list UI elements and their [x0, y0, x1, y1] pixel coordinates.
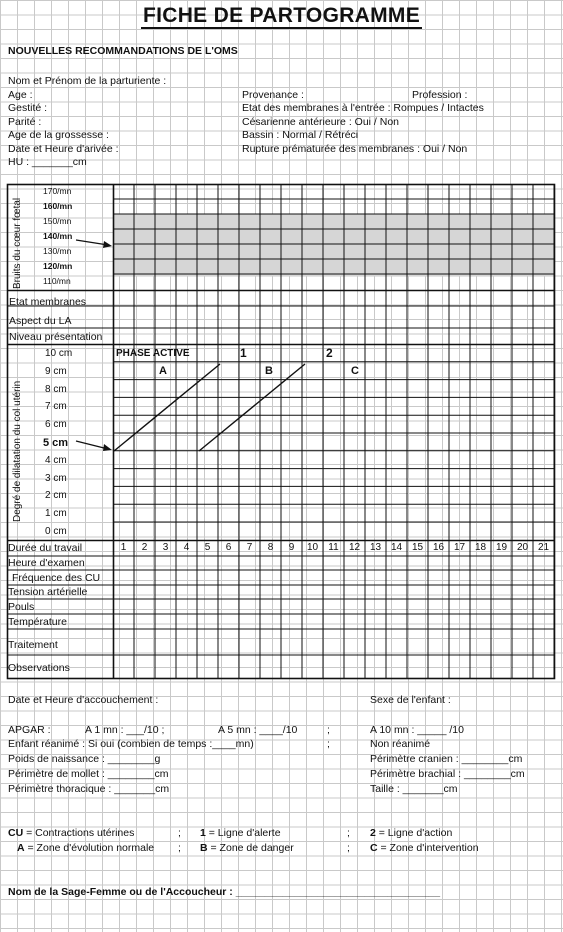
field-arrival: Date et Heure d'arivée : — [8, 143, 119, 155]
legend-cu: CU = Contractions utérines — [8, 827, 135, 839]
zone-c-marker: C — [351, 365, 359, 377]
not-resuscitated: Non réanimé — [370, 738, 431, 750]
row-temperature: Température — [8, 616, 67, 628]
hour-label: 19 — [495, 542, 508, 553]
hour-label: 5 — [204, 542, 211, 553]
legend-b: B = Zone de danger — [200, 842, 294, 854]
field-profession: Profession : — [412, 89, 468, 101]
chest-circumference: Périmètre thoracique : _______cm — [8, 783, 170, 795]
hour-label: 11 — [328, 542, 339, 553]
midwife-name: Nom de la Sage-Femme ou de l'Accoucheur : ___________________________________ — [8, 886, 441, 898]
separator: ; — [347, 842, 350, 854]
hour-label: 21 — [537, 542, 550, 553]
row-membranes: Etat membranes — [9, 296, 87, 308]
row-aspect-la: Aspect du LA — [9, 315, 72, 327]
height: Taille : _______cm — [370, 783, 458, 795]
legend-1: 1 = Ligne d'alerte — [200, 827, 281, 839]
subtitle: NOUVELLES RECOMMANDATIONS DE L'OMS — [8, 45, 238, 57]
separator: ; — [178, 842, 181, 854]
hour-label: 14 — [390, 542, 403, 553]
hour-label: 15 — [411, 542, 424, 553]
fhr-tick-label: 150/mn — [43, 216, 72, 226]
separator: ; — [347, 827, 350, 839]
field-membranes: Etat des membranes à l'entrée : Rompues / Intactes — [242, 102, 484, 114]
hour-label: 9 — [288, 542, 295, 553]
dilation-tick-label: 6 cm — [45, 419, 67, 431]
field-pelvis: Bassin : Normal / Rétréci — [242, 129, 359, 141]
hour-label: 20 — [516, 542, 529, 553]
head-circumference: Périmètre cranien : ________cm — [370, 753, 523, 765]
fhr-tick-label: 110/mn — [43, 276, 71, 286]
fhr-tick-label: 170/mn — [43, 186, 72, 196]
dilation-tick-label: 2 cm — [45, 490, 67, 502]
legend-c: C = Zone d'intervention — [370, 842, 479, 854]
fhr-tick-label: 120/mn — [43, 261, 73, 271]
fhr-tick-label: 160/mn — [43, 201, 73, 211]
phase-active-label: PHASE ACTIVE — [116, 348, 190, 359]
zone-b-marker: B — [265, 365, 273, 377]
row-contractions: Fréquence des CU — [12, 572, 101, 584]
hour-label: 4 — [183, 542, 190, 553]
child-sex: Sexe de l'enfant : — [370, 694, 451, 706]
dilation-axis-label: Degré de dilatation du col utérin — [12, 380, 23, 522]
row-exam-time: Heure d'examen — [8, 557, 85, 569]
arm-circumference: Périmètre brachial : ________cm — [370, 768, 525, 780]
separator: ; — [327, 738, 330, 750]
dilation-tick-label: 4 cm — [45, 454, 67, 466]
dilation-tick-label: 0 cm — [45, 526, 67, 537]
hour-label: 10 — [306, 542, 319, 553]
zone-a-marker: A — [159, 365, 167, 377]
row-observations: Observations — [8, 662, 70, 674]
separator: ; — [327, 724, 330, 736]
field-premature-rupture: Rupture prématurée des membranes : Oui / Non — [242, 143, 468, 155]
field-gestity: Gestité : — [8, 102, 48, 114]
row-treatment: Traitement — [8, 639, 58, 651]
line-1-marker: 1 — [240, 346, 247, 360]
apgar-label: APGAR : — [8, 724, 51, 736]
calf-circumference: Périmètre de mollet : ________cm — [8, 768, 169, 780]
dilation-tick-label: 9 cm — [45, 365, 67, 377]
resuscitated: Enfant réanimé : Si oui (combien de temps :____mn) — [8, 738, 254, 750]
fhr-tick-label: 140/mn — [43, 231, 73, 241]
birth-weight: Poids de naissance : ________g — [8, 753, 161, 765]
fhr-axis-label: Bruits du cœur fœtal — [12, 197, 23, 289]
dilation-tick-label: 7 cm — [45, 401, 67, 413]
hour-label: 13 — [369, 542, 382, 553]
apgar-1mn: A 1 mn : ___/10 ; — [85, 724, 165, 736]
field-gestational-age: Age de la grossesse : — [8, 129, 109, 141]
hour-label: 3 — [162, 542, 169, 553]
apgar-10mn: A 10 mn : _____ /10 — [370, 724, 464, 736]
action-line — [199, 364, 305, 451]
hour-label: 12 — [348, 542, 361, 553]
dilation-tick-label: 3 cm — [45, 472, 67, 484]
hour-label: 17 — [453, 542, 466, 553]
hour-label: 1 — [120, 542, 127, 553]
dilation-tick-label: 1 cm — [45, 508, 67, 520]
dilation-tick-label: 8 cm — [45, 383, 67, 395]
delivery-datetime: Date et Heure d'accouchement : — [8, 694, 159, 706]
row-presentation: Niveau présentation — [9, 331, 103, 343]
field-parity: Parité : — [8, 116, 42, 128]
row-duration: Durée du travail — [8, 542, 83, 554]
dilation-tick-label: 10 cm — [45, 348, 73, 359]
hour-label: 18 — [474, 542, 487, 553]
apgar-5mn: A 5 mn : ____/10 — [218, 724, 298, 736]
alert-line — [114, 364, 220, 451]
page-title: FICHE DE PARTOGRAMME — [142, 4, 421, 27]
field-age: Age : — [8, 89, 33, 101]
legend-a: A = Zone d'évolution normale — [17, 842, 155, 854]
dilation-tick-label: 5 cm — [43, 437, 69, 449]
hour-label: 6 — [225, 542, 232, 553]
hour-label: 8 — [267, 542, 274, 553]
line-2-marker: 2 — [326, 346, 333, 360]
field-name: Nom et Prénom de la parturiente : — [8, 75, 167, 87]
fhr-normal-band — [113, 214, 554, 276]
hour-label: 7 — [246, 542, 253, 553]
fhr-tick-label: 130/mn — [43, 246, 72, 256]
field-cesarean: Césarienne antérieure : Oui / Non — [242, 116, 400, 128]
field-provenance: Provenance : — [242, 89, 304, 101]
row-blood-pressure: Tension artérielle — [8, 586, 88, 598]
row-pulse: Pouls — [8, 601, 35, 613]
separator: ; — [178, 827, 181, 839]
hour-label: 16 — [432, 542, 445, 553]
hour-label: 2 — [141, 542, 148, 553]
field-hu: HU : _______cm — [8, 156, 87, 168]
legend-2: 2 = Ligne d'action — [370, 827, 453, 839]
